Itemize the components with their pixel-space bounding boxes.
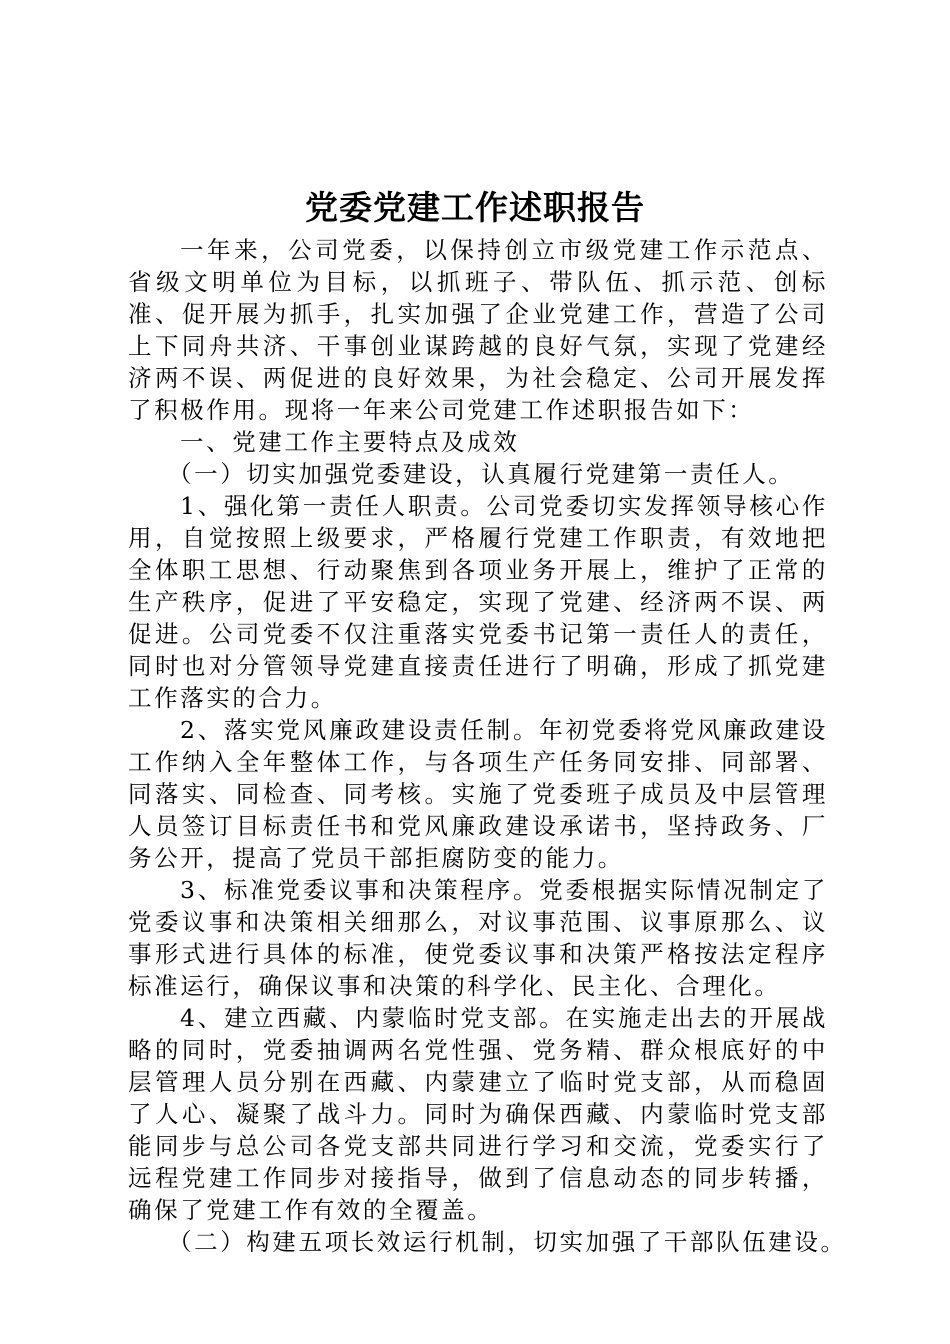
intro-paragraph: 一年来，公司党委，以保持创立市级党建工作示范点、省级文明单位为目标，以抓班子、带队伍、抓示范、创标准、促开展为抓手，扎实加强了企业党建工作，营造了公司上下同舟共济、干事创业谋跨越的良好气氛，实现了党建经济两不误、两促进的良好效果，为社会稳定、公司开展发挥了积极作用。现将一年来公司党建工作述职报告如下： — [128, 236, 828, 424]
item-paragraph-3: 3、标准党委议事和决策程序。党委根据实际情况制定了党委议事和决策相关细那么，对议事范围、议事原那么、议事形式进行具体的标准，使党委议事和决策严格按法定程序标准运行，确保议事和决策的科学化、民主化、合理化。 — [128, 876, 828, 1000]
document-body — [128, 234, 847, 1258]
document-title: 党委党建工作述职报告 — [305, 188, 645, 227]
section-heading-1: 一、党建工作主要特点及成效 — [180, 428, 520, 456]
subsection-heading-2: （二）构建五项长效运行机制，切实加强了干部队伍建设。 — [168, 1228, 847, 1256]
item-paragraph-2: 2、落实党风廉政建设责任制。年初党委将党风廉政建设工作纳入全年整体工作，与各项生产任务同安排、同部署、同落实、同检查、同考核。实施了党委班子成员及中层管理人员签订目标责任书和党风廉政建设承诺书，坚持政务、厂务公开，提高了党员干部拒腐防变的能力。 — [128, 716, 828, 872]
item-paragraph-4: 4、建立西藏、内蒙临时党支部。在实施走出去的开展战略的同时，党委抽调两名党性强、党务精、群众根底好的中层管理人员分别在西藏、内蒙建立了临时党支部，从而稳固了人心、凝聚了战斗力。同时为确保西藏、内蒙临时党支部能同步与总公司各党支部共同进行学习和交流，党委实行了远程党建工作同步对接指导，做到了信息动态的同步转播，确保了党建工作有效的全覆盖。 — [128, 1004, 828, 1224]
item-paragraph-1: 1、强化第一责任人职责。公司党委切实发挥领导核心作用，自觉按照上级要求，严格履行党建工作职责，有效地把全体职工思想、行动聚焦到各项业务开展上，维护了正常的生产秩序，促进了平安稳定，实现了党建、经济两不误、两促进。公司党委不仅注重落实党委书记第一责任人的责任，同时也对分管领导党建直接责任进行了明确，形成了抓党建工作落实的合力。 — [128, 492, 828, 712]
subsection-heading-1: （一）切实加强党委建设，认真履行党建第一责任人。 — [168, 460, 795, 488]
